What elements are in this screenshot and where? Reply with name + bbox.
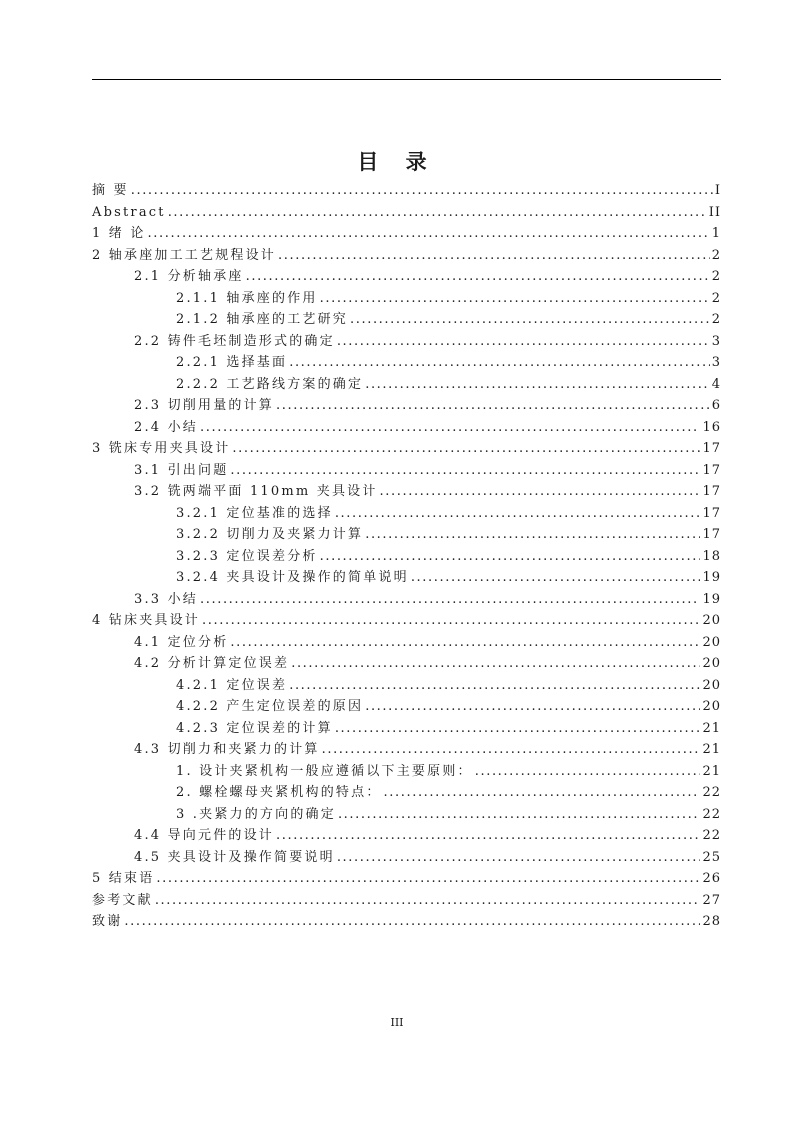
toc-entry-label: 4.1 定位分析	[134, 634, 229, 650]
toc-entry-label: 3.2.4 夹具设计及操作的简单说明	[176, 570, 409, 585]
toc-entry[interactable]	[92, 804, 721, 826]
toc-entry-label: 2.2.1 选择基面	[176, 355, 288, 370]
toc-entry-page: 20	[702, 613, 721, 628]
toc-entry-page: 19	[702, 591, 721, 607]
toc-entry[interactable]	[92, 352, 721, 374]
toc-leader-dots	[320, 288, 710, 310]
toc-leader-dots	[230, 460, 700, 482]
toc-leader-dots	[124, 911, 700, 933]
toc-entry[interactable]	[92, 245, 721, 267]
toc-entry[interactable]	[92, 180, 721, 202]
toc-entry-label: 2.2.2 工艺路线方案的确定	[176, 376, 364, 392]
toc-entry[interactable]	[92, 331, 721, 353]
toc-entry-page: 2	[711, 290, 721, 306]
toc-leader-dots	[278, 245, 710, 267]
toc-entry-label: 4.2.3 定位误差的计算	[176, 720, 333, 736]
toc-entry-label: 2.4 小结	[134, 419, 199, 435]
toc-entry[interactable]	[92, 761, 721, 783]
toc-leader-dots	[338, 804, 701, 826]
toc-leader-dots	[475, 761, 701, 783]
toc-entry-page: 25	[702, 849, 721, 865]
toc-entry[interactable]	[92, 374, 721, 396]
toc-entry-label: 3.2.1 定位基准的选择	[176, 505, 333, 521]
toc-entry-page: 17	[702, 441, 721, 456]
toc-entry-page: 17	[702, 527, 721, 542]
toc-entry-label: 3.1 引出问题	[134, 462, 229, 478]
toc-entry-label: 4.3 切削力和夹紧力的计算	[134, 742, 320, 757]
toc-entry[interactable]	[92, 503, 721, 525]
toc-entry-label: Abstract	[92, 204, 166, 220]
toc-entry-page: 22	[702, 828, 721, 843]
toc-leader-dots	[168, 202, 707, 224]
toc-entry-label: 2.1 分析轴承座	[134, 269, 244, 284]
toc-entry[interactable]	[92, 911, 721, 933]
toc-entry-label: 2.3 切削用量的计算	[134, 398, 275, 413]
toc-entry-label: 4.4 导向元件的设计	[134, 828, 275, 843]
toc-leader-dots	[276, 395, 710, 417]
toc-entry[interactable]	[92, 782, 721, 804]
toc-entry[interactable]	[92, 309, 721, 331]
toc-leader-dots	[230, 632, 700, 654]
toc-entry[interactable]	[92, 890, 721, 912]
table-of-contents	[92, 180, 721, 933]
toc-leader-dots	[337, 331, 710, 353]
toc-leader-dots	[384, 782, 701, 804]
toc-entry[interactable]	[92, 438, 721, 460]
toc-entry-page: 21	[702, 720, 721, 736]
toc-entry[interactable]	[92, 460, 721, 482]
toc-leader-dots	[200, 417, 700, 439]
toc-entry-label: 3 .夹紧力的方向的确定	[176, 806, 336, 822]
toc-leader-dots	[156, 868, 700, 890]
toc-entry-page: 22	[702, 785, 721, 800]
toc-entry-page: 20	[702, 634, 721, 650]
toc-leader-dots	[320, 546, 701, 568]
toc-entry[interactable]	[92, 546, 721, 568]
toc-entry[interactable]	[92, 395, 721, 417]
toc-entry[interactable]	[92, 288, 721, 310]
toc-entry-page: 2	[711, 312, 721, 327]
toc-entry[interactable]	[92, 610, 721, 632]
toc-entry-page: 17	[702, 505, 721, 521]
toc-leader-dots	[291, 653, 700, 675]
page-number: III	[390, 1016, 404, 1029]
toc-entry-label: 4.2.1 定位误差	[176, 677, 288, 693]
toc-entry-label: 4.5 夹具设计及操作简要说明	[134, 849, 335, 865]
toc-entry[interactable]	[92, 825, 721, 847]
toc-entry-page: I	[714, 183, 721, 198]
toc-entry-page: 2	[711, 247, 721, 263]
toc-entry-page: 26	[702, 871, 721, 886]
toc-entry-label: 致谢	[92, 914, 123, 929]
toc-entry[interactable]	[92, 567, 721, 589]
toc-leader-dots	[350, 309, 710, 331]
toc-leader-dots	[365, 524, 700, 546]
toc-entry-label: 2.2 铸件毛坯制造形式的确定	[134, 333, 335, 349]
toc-leader-dots	[365, 696, 700, 718]
toc-leader-dots	[335, 718, 701, 740]
toc-leader-dots	[337, 847, 701, 869]
toc-leader-dots	[335, 503, 701, 525]
toc-entry-page: 3	[711, 333, 721, 349]
toc-entry-label: 3 铣床专用夹具设计	[92, 441, 231, 456]
toc-entry-label: 3.2.2 切削力及夹紧力计算	[176, 527, 364, 542]
toc-entry[interactable]	[92, 718, 721, 740]
toc-leader-dots	[322, 739, 701, 761]
toc-entry[interactable]	[92, 675, 721, 697]
toc-entry-label: 1. 设计夹紧机构一般应遵循以下主要原则：	[176, 763, 473, 779]
toc-leader-dots	[246, 266, 710, 288]
toc-leader-dots	[148, 223, 710, 245]
toc-entry-label: 2 轴承座加工工艺规程设计	[92, 247, 277, 263]
toc-entry[interactable]	[92, 696, 721, 718]
toc-entry-label: 3.2.3 定位误差分析	[176, 548, 318, 564]
toc-entry[interactable]	[92, 481, 721, 503]
toc-entry[interactable]	[92, 417, 721, 439]
toc-entry-page: 20	[702, 656, 721, 671]
header-rule	[92, 79, 721, 80]
toc-entry-label: 摘 要	[92, 183, 129, 198]
toc-leader-dots	[411, 567, 701, 589]
toc-leader-dots	[289, 675, 700, 697]
toc-entry[interactable]	[92, 739, 721, 761]
toc-entry-label: 2.1.1 轴承座的作用	[176, 290, 318, 306]
toc-entry-page: 6	[711, 398, 721, 413]
toc-leader-dots	[365, 374, 710, 396]
toc-entry-page: 18	[702, 548, 721, 564]
toc-entry-page: 3	[711, 355, 721, 370]
toc-entry-page: II	[708, 204, 721, 220]
page-title: 目 录	[357, 150, 437, 174]
toc-entry-label: 2.1.2 轴承座的工艺研究	[176, 312, 349, 327]
toc-entry-page: 20	[702, 699, 721, 714]
toc-leader-dots	[155, 890, 701, 912]
toc-entry-page: 21	[702, 742, 721, 757]
toc-entry[interactable]	[92, 202, 721, 224]
toc-entry[interactable]	[92, 266, 721, 288]
toc-entry-label: 2. 螺栓螺母夹紧机构的特点：	[176, 785, 382, 800]
toc-entry-page: 17	[702, 462, 721, 478]
toc-entry[interactable]	[92, 589, 721, 611]
toc-entry-page: 16	[702, 419, 721, 435]
toc-leader-dots	[202, 610, 700, 632]
toc-leader-dots	[276, 825, 700, 847]
toc-entry-page: 22	[702, 806, 721, 822]
toc-leader-dots	[200, 589, 700, 611]
toc-entry-page: 27	[702, 892, 721, 908]
toc-entry-page: 28	[702, 914, 721, 929]
toc-leader-dots	[232, 438, 700, 460]
toc-entry-label: 3.3 小结	[134, 591, 199, 607]
toc-entry-page: 21	[702, 763, 721, 779]
toc-entry-page: 1	[711, 226, 721, 241]
toc-entry-page: 4	[711, 376, 721, 392]
toc-entry[interactable]	[92, 868, 721, 890]
toc-entry-label: 参考文献	[92, 892, 153, 908]
toc-entry[interactable]	[92, 223, 721, 245]
toc-leader-dots	[289, 352, 710, 374]
toc-entry-label: 5 结束语	[92, 871, 155, 886]
toc-entry[interactable]	[92, 632, 721, 654]
toc-entry-label: 4.2 分析计算定位误差	[134, 656, 290, 671]
toc-leader-dots	[380, 481, 701, 503]
toc-entry[interactable]	[92, 847, 721, 869]
toc-entry-label: 4 钻床夹具设计	[92, 613, 201, 628]
toc-entry-page: 19	[702, 570, 721, 585]
toc-entry-page: 2	[711, 269, 721, 284]
toc-entry-page: 17	[702, 484, 721, 499]
toc-entry[interactable]	[92, 524, 721, 546]
toc-entry[interactable]	[92, 653, 721, 675]
toc-leader-dots	[131, 180, 713, 202]
toc-entry-label: 4.2.2 产生定位误差的原因	[176, 699, 364, 714]
toc-entry-label: 3.2 铣两端平面 110mm 夹具设计	[134, 484, 378, 499]
toc-entry-page: 20	[702, 677, 721, 693]
toc-entry-label: 1 绪 论	[92, 226, 146, 241]
